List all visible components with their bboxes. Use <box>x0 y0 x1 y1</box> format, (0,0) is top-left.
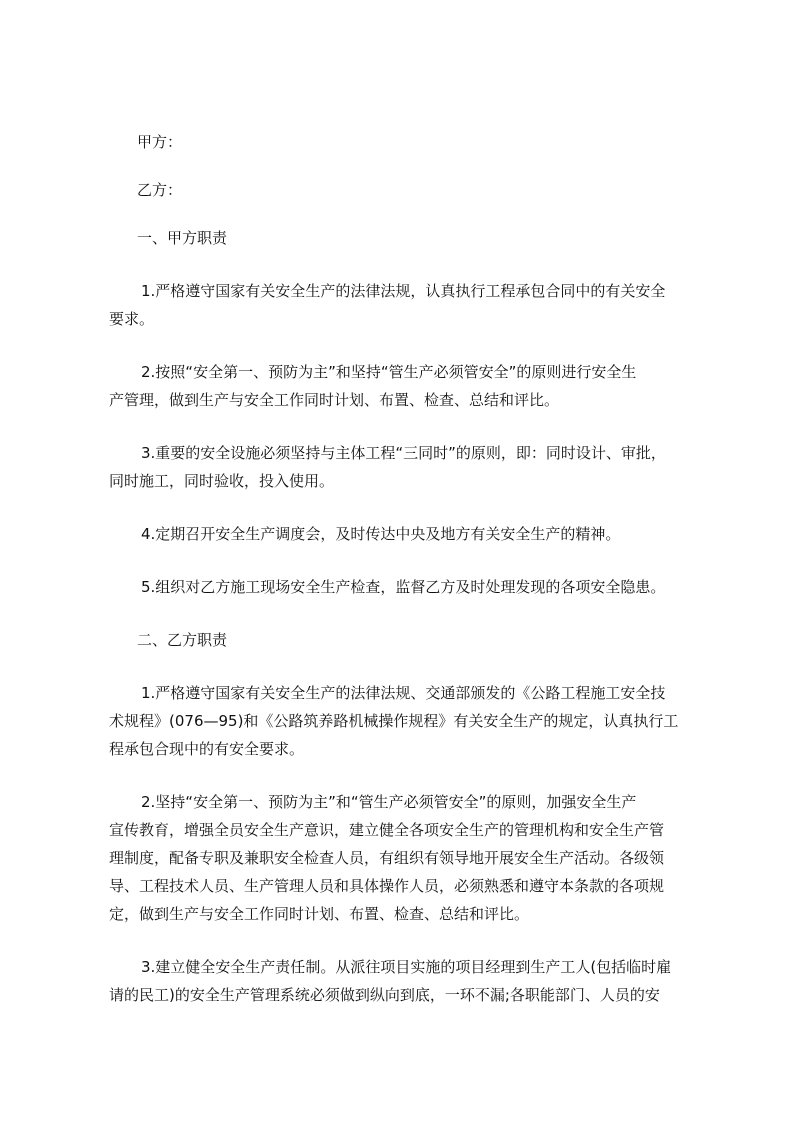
paragraph-line: 同时施工，同时验收，投入使用。 <box>109 472 335 490</box>
paragraph-line: 3.建立健全安全生产责任制。从派往项目实施的项目经理到生产工人(包括临时雇 <box>141 958 672 976</box>
paragraph-line: 要求。 <box>109 310 155 328</box>
paragraph-line: 2.按照“安全第一、预防为主”和坚持“管生产必须管安全”的原则进行安全生 <box>141 363 637 381</box>
paragraph-line: 产管理，做到生产与安全工作同时计划、布置、检查、总结和评比。 <box>109 391 560 409</box>
paragraph-line: 理制度，配备专职及兼职安全检查人员，有组织有领导地开展安全生产活动。各级领 <box>109 849 665 867</box>
paragraph-line: 5.组织对乙方施工现场安全生产检查，监督乙方及时处理发现的各项安全隐患。 <box>141 578 666 596</box>
paragraph-line: 导、工程技术人员、生产管理人员和具体操作人员，必须熟悉和遵守本条款的各项规 <box>109 877 665 895</box>
section-a-item-3 <box>109 439 717 495</box>
paragraph-line: 2.坚持“安全第一、预防为主”和“管生产必须管安全”的原则，加强安全生产 <box>141 793 637 811</box>
paragraph-line: 程承包合现中的有安全要求。 <box>109 740 305 758</box>
section-a-item-4 <box>137 520 717 548</box>
paragraph-line: 1.严格遵守国家有关安全生产的法律法规、交通部颁发的《公路工程施工安全技 <box>141 684 666 702</box>
section-b-item-3 <box>109 953 717 1009</box>
party-b-label: 乙方： <box>137 181 183 199</box>
section-a-item-1 <box>109 277 717 333</box>
paragraph-line: 术规程》(076—95)和《公路筑养路机械操作规程》有关安全生产的规定，认真执行工 <box>109 712 679 730</box>
section-b-item-2 <box>109 788 717 928</box>
paragraph-line: 3.重要的安全设施必须坚持与主体工程“三同时”的原则，即：同时设计、审批， <box>141 444 666 462</box>
section-a-item-5 <box>137 573 717 601</box>
paragraph-line: 宣传教育，增强全员安全生产意识，建立健全各项安全生产的管理机构和安全生产管 <box>109 821 665 839</box>
section-b-heading: 二、乙方职责 <box>137 631 228 649</box>
paragraph-line: 1.严格遵守国家有关安全生产的法律法规，认真执行工程承包合同中的有关安全 <box>141 282 666 300</box>
paragraph-line: 4.定期召开安全生产调度会，及时传达中央及地方有关安全生产的精神。 <box>141 525 621 543</box>
document-body <box>109 128 717 1034</box>
section-a-item-2 <box>109 358 717 414</box>
paragraph-line: 请的民工)的安全生产管理系统必须做到纵向到底，一环不漏;各职能部门、人员的安 <box>109 986 660 1004</box>
party-a-label: 甲方： <box>137 133 183 151</box>
section-b-item-1 <box>109 679 717 763</box>
section-a-heading: 一、甲方职责 <box>137 229 228 247</box>
paragraph-line: 定，做到生产与安全工作同时计划、布置、检查、总结和评比。 <box>109 905 530 923</box>
